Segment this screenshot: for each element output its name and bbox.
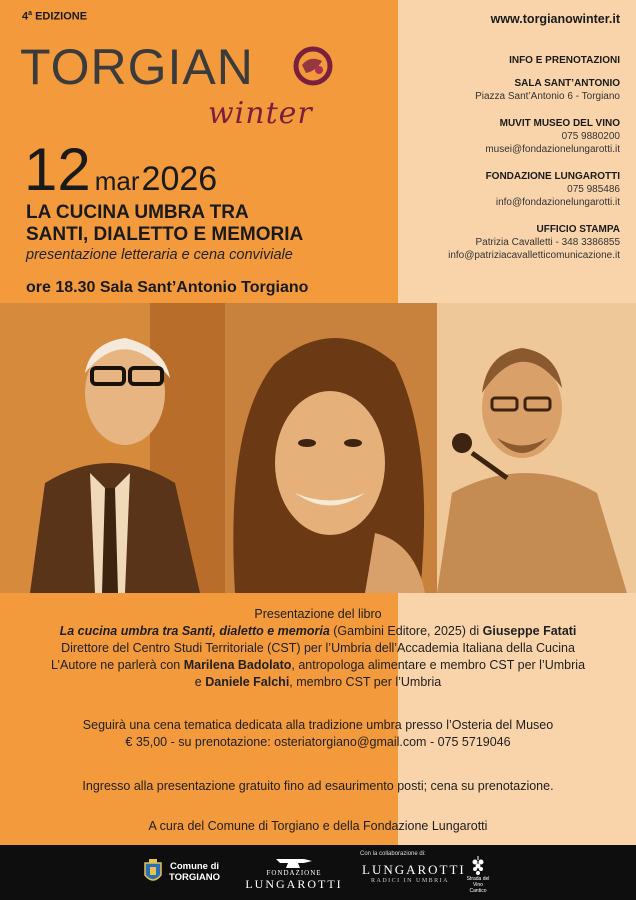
entry-info: Ingresso alla presentazione gratuito fino ad esaurimento posti; cena su prenotazione. xyxy=(82,779,554,793)
guest-2-name: Daniele Falchi xyxy=(205,675,290,689)
guest-1-role: , antropologa alimentare e membro CST per l’Umbria xyxy=(291,658,586,672)
lungarotti-line-2: RADICI IN UMBRIA xyxy=(371,878,449,884)
photo-guest-1 xyxy=(225,303,437,593)
dinner-line-1: Seguirà una cena tematica dedicata alla tradizione umbra presso l’Osteria del Museo xyxy=(82,718,554,732)
venue3-name: FONDAZIONE LUNGAROTTI xyxy=(485,171,620,182)
date-year: 2026 xyxy=(141,160,218,198)
date-month: mar xyxy=(94,166,140,196)
book-intro: Presentazione del libro xyxy=(254,607,382,621)
press-email[interactable]: info@patriziacavalletticomunicazione.it xyxy=(448,250,620,261)
book-presentation xyxy=(0,606,636,691)
lungarotti-logo xyxy=(362,862,466,884)
photo-guest-2 xyxy=(437,303,636,593)
fondazione-line-2: LUNGAROTTI xyxy=(245,877,343,891)
lungarotti-line-1: LUNGAROTTI xyxy=(362,862,466,877)
website-link[interactable]: www.torgianowinter.it xyxy=(490,12,620,26)
event-subtitle: presentazione letteraria e cena conviviale xyxy=(26,247,293,263)
date-day: 12 xyxy=(24,136,91,203)
venue1-address: Piazza Sant’Antonio 6 - Torgiano xyxy=(475,91,620,102)
press-contact[interactable]: Patrizia Cavalletti - 348 3386855 xyxy=(475,237,620,248)
title-line-1: LA CUCINA UMBRA TRA xyxy=(26,202,249,223)
edition-label xyxy=(22,10,87,23)
dinner-info xyxy=(0,717,636,751)
talk-pre: L’Autore ne parlerà con xyxy=(50,658,184,672)
photo-author xyxy=(0,303,225,593)
guest-line-2 xyxy=(0,674,636,691)
strada-line-1: Strada del Vino xyxy=(466,876,490,888)
fondazione-line-1: FONDAZIONE xyxy=(266,869,322,877)
venue2-name: MUVIT MUSEO DEL VINO xyxy=(499,118,620,129)
edition-suffix: a xyxy=(28,10,33,17)
event-date xyxy=(24,136,218,203)
footer-logos xyxy=(0,845,636,900)
venue3-phone[interactable]: 075 985486 xyxy=(567,184,620,195)
info-heading: INFO E PRENOTAZIONI xyxy=(509,55,620,66)
venue2-email[interactable]: musei@fondazionelungarotti.it xyxy=(485,144,620,155)
book-title: La cucina umbra tra Santi, dialetto e memoria xyxy=(59,624,330,638)
book-line xyxy=(0,623,636,640)
guest-1-name: Marilena Badolato xyxy=(183,658,292,672)
logo-winter: winter xyxy=(208,96,313,131)
strada-line-2: Cantico xyxy=(469,888,487,894)
guest-2-role: , membro CST per l’Umbria xyxy=(289,675,442,689)
strada-logo xyxy=(466,856,490,894)
venue3-email[interactable]: info@fondazionelungarotti.it xyxy=(495,197,620,208)
comune-logo xyxy=(143,859,220,885)
info-panel xyxy=(400,54,620,262)
author-role: Direttore del Centro Studi Territoriale (CST) per l’Umbria dell’Accademia Italiana della Cucina xyxy=(61,641,575,655)
guest-line-1 xyxy=(0,657,636,674)
logo-torgiano: TORGIAN xyxy=(20,39,254,95)
coat-of-arms-icon xyxy=(143,859,163,885)
book-publisher: (Gambini Editore, 2025) di xyxy=(329,624,483,638)
edition-word: EDIZIONE xyxy=(35,10,88,23)
collab-label: Con la collaborazione di: xyxy=(360,851,426,857)
wine-stain-o-icon xyxy=(292,45,334,87)
comune-text xyxy=(169,861,220,883)
event-title xyxy=(26,202,303,246)
comune-line-2: TORGIANO xyxy=(169,872,221,883)
talk-and: e xyxy=(194,675,206,689)
event-time-place: ore 18.30 Sala Sant’Antonio Torgiano xyxy=(26,279,309,296)
title-line-2: SANTI, DIALETTO E MEMORIA xyxy=(26,224,304,245)
book-author: Giuseppe Fatati xyxy=(482,624,577,638)
dinner-line-2[interactable]: € 35,00 - su prenotazione: osteriatorgiano@gmail.com - 075 5719046 xyxy=(125,735,511,749)
comune-line-1: Comune di xyxy=(169,861,220,872)
grape-icon xyxy=(470,856,486,876)
press-name: UFFICIO STAMPA xyxy=(536,224,620,235)
anvil-icon xyxy=(274,857,314,869)
venue2-phone[interactable]: 075 9880200 xyxy=(561,131,620,142)
credits: A cura del Comune di Torgiano e della Fondazione Lungarotti xyxy=(148,819,488,833)
edition-number: 4 xyxy=(22,10,29,23)
fondazione-logo xyxy=(243,857,345,892)
venue1-name: SALA SANT’ANTONIO xyxy=(514,78,620,89)
